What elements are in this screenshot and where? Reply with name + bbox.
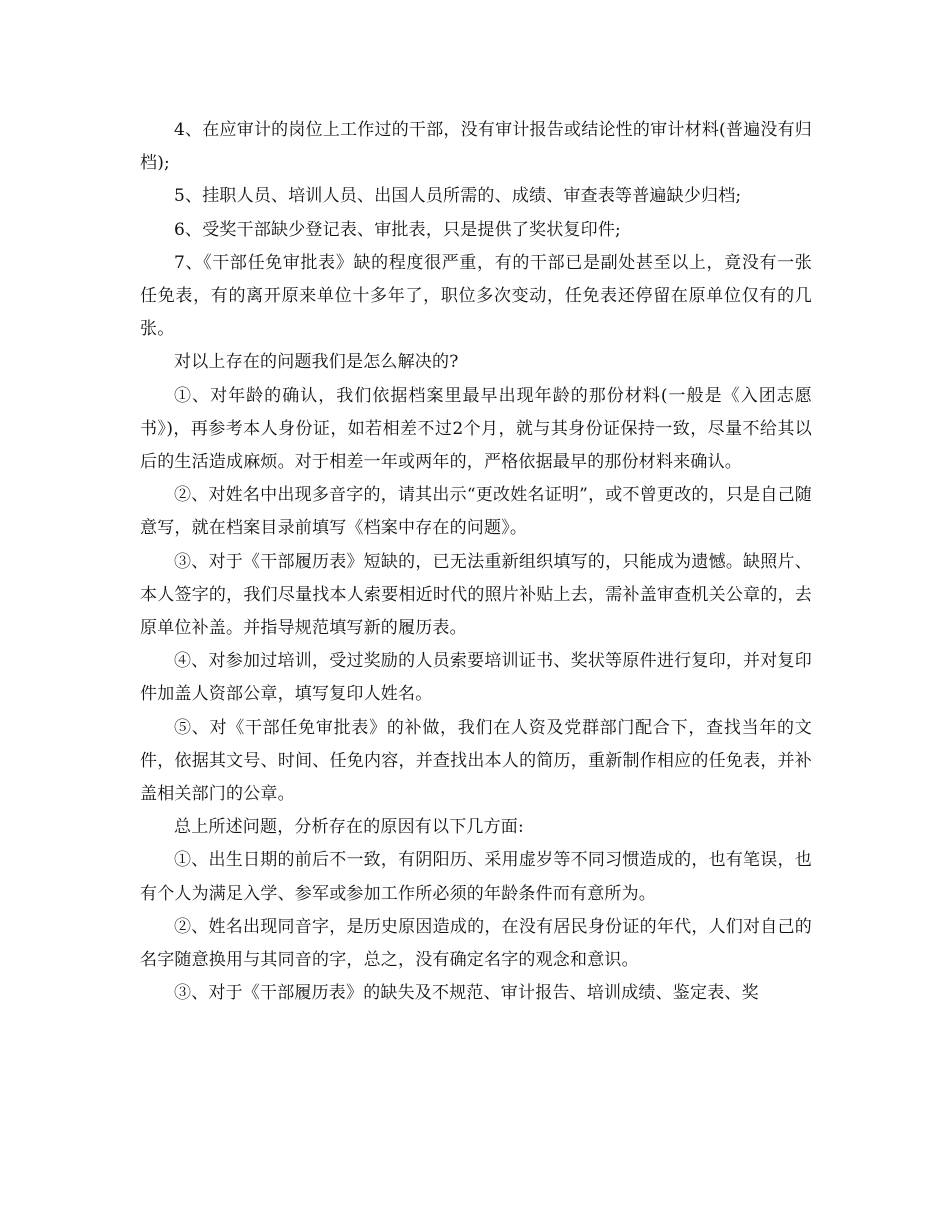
paragraph-cause-3-resume: ③、对于《干部履历表》的缺失及不规范、审计报告、培训成绩、鉴定表、奖	[174, 983, 759, 1004]
paragraph-solution-4-training: ④、对参加过培训，受过奖励的人员索要培训证书、奖状等原件进行复印，并对复印件加盖人资部公章，填写复印人姓名。	[140, 651, 812, 705]
paragraph-item-6-awards: 6、受奖干部缺少登记表、审批表，只是提供了奖状复印件;	[174, 219, 621, 240]
paragraph-item-7-appointment: 7、《干部任免审批表》缺的程度很严重，有的干部已是副处甚至以上，竟没有一张任免表，有的离开原来单位十多年了，职位多次变动，任免表还停留在原单位仅有的几张。	[140, 252, 812, 340]
paragraph-causes-heading: 总上所述问题，分析存在的原因有以下几方面:	[174, 817, 524, 838]
paragraph-solution-5-appointment: ⑤、对《干部任免审批表》的补做，我们在人资及党群部门配合下，查找当年的文件，依据其文号、时间、任免内容，并查找出本人的简历，重新制作相应的任免表，并补盖相关部门的公章。	[140, 717, 812, 805]
paragraph-cause-1-birthdate: ①、出生日期的前后不一致，有阴阳历、采用虚岁等不同习惯造成的，也有笔误，也有个人为满足入学、参军或参加工作所必须的年龄条件而有意所为。	[140, 850, 812, 904]
paragraph-solution-1-age: ①、对年龄的确认，我们依据档案里最早出现年龄的那份材料(一般是《入团志愿书》)，再参考本人身份证，如若相差不过2个月，就与其身份证保持一致，尽量不给其以后的生活造成麻烦。对于相差一年或两年的，严格依据最早的那份材料来确认。	[140, 385, 812, 473]
paragraph-cause-2-homophone: ②、姓名出现同音字，是历史原因造成的，在没有居民身份证的年代，人们对自己的名字随意换用与其同音的字，总之，没有确定名字的观念和意识。	[140, 916, 812, 971]
document-body	[140, 114, 812, 1010]
paragraph-item-4-audit: 4、在应审计的岗位上工作过的干部，没有审计报告或结论性的审计材料(普遍没有归档);	[140, 120, 812, 174]
paragraph-solutions-heading: 对以上存在的问题我们是怎么解决的?	[174, 352, 459, 373]
paragraph-solution-2-name: ②、对姓名中出现多音字的，请其出示“更改姓名证明”，或不曾更改的，只是自己随意写，就在档案目录前填写《档案中存在的问题》。	[140, 485, 812, 539]
paragraph-solution-3-resume: ③、对于《干部履历表》短缺的，已无法重新组织填写的，只能成为遗憾。缺照片、本人签字的，我们尽量找本人索要相近时代的照片补贴上去，需补盖审查机关公章的，去原单位补盖。并指导规范填写新的履历表。	[140, 551, 812, 639]
paragraph-item-5-secondment: 5、挂职人员、培训人员、出国人员所需的、成绩、审查表等普遍缺少归档;	[174, 186, 742, 207]
